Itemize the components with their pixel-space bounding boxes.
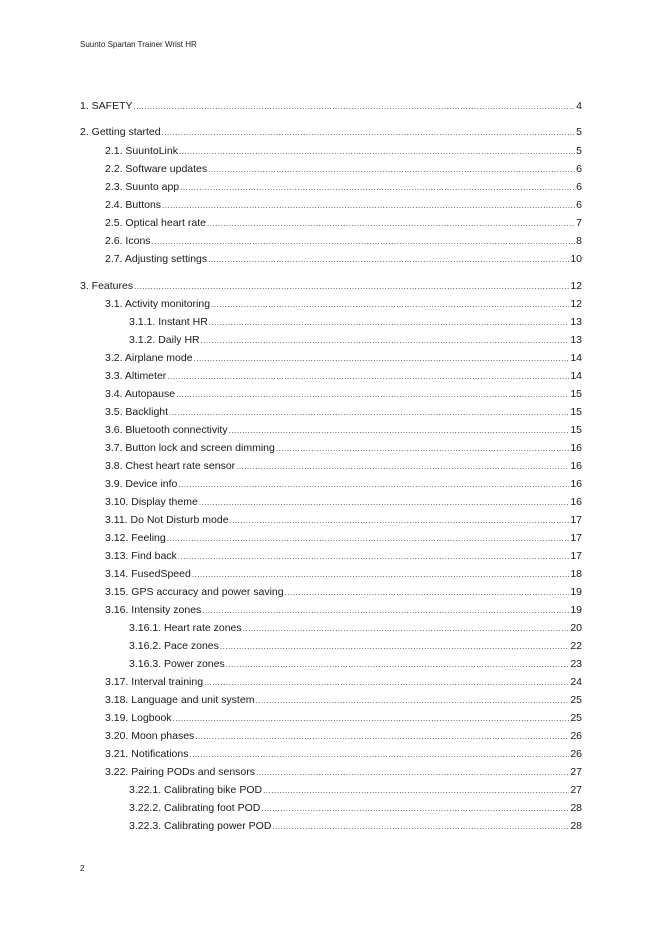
dot-leader: [134, 100, 576, 114]
toc-entry[interactable]: [80, 495, 582, 510]
dot-leader: [209, 316, 570, 330]
toc-entry-title: 3.18. Language and unit system: [105, 694, 255, 706]
toc-entry[interactable]: [80, 333, 582, 348]
toc-entry-title: 3.6. Bluetooth connectivity: [105, 424, 228, 436]
dot-leader: [236, 460, 569, 474]
dot-leader: [178, 478, 569, 492]
toc-entry-page: 12: [570, 298, 582, 310]
toc-entry-title: 3.19. Logbook: [105, 712, 172, 724]
toc-entry-title: 2.1. SuuntoLink: [105, 145, 178, 157]
toc-entry-title: 3.17. Interval training: [105, 676, 204, 688]
toc-entry-title: 2.6. Icons: [105, 235, 151, 247]
toc-entry-title: 2. Getting started: [80, 126, 161, 138]
dot-leader: [211, 298, 569, 312]
dot-leader: [162, 126, 576, 140]
toc-entry-title: 3.3. Altimeter: [105, 370, 167, 382]
toc-entry[interactable]: [80, 585, 582, 600]
toc-entry-page: 4: [576, 100, 582, 112]
toc-entry-title: 2.5. Optical heart rate: [105, 217, 206, 229]
toc-entry-page: 26: [570, 730, 582, 742]
toc-entry-title: 3.11. Do Not Disturb mode: [105, 514, 229, 526]
toc-entry[interactable]: [80, 657, 582, 672]
toc-entry[interactable]: [80, 765, 582, 780]
toc-entry-title: 3.21. Notifications: [105, 748, 189, 760]
toc-entry-title: 3.22.2. Calibrating foot POD: [129, 802, 261, 814]
toc-entry-page: 16: [570, 442, 582, 454]
toc-entry-page: 13: [570, 334, 582, 346]
toc-entry[interactable]: [80, 216, 582, 231]
toc-entry-title: 3.9. Device info: [105, 478, 178, 490]
toc-entry-page: 24: [570, 676, 582, 688]
dot-leader: [207, 217, 575, 231]
toc-entry[interactable]: [80, 162, 582, 177]
toc-entry-page: 10: [570, 253, 582, 265]
toc-entry-page: 25: [570, 712, 582, 724]
dot-leader: [167, 532, 570, 546]
toc-entry-title: 3. Features: [80, 280, 134, 292]
toc-entry-page: 15: [570, 388, 582, 400]
toc-entry-page: 16: [570, 496, 582, 508]
toc-entry-page: 17: [570, 532, 582, 544]
toc-entry-title: 3.10. Display theme: [105, 496, 198, 508]
toc-entry-title: 2.3. Suunto app: [105, 181, 180, 193]
toc-entry-page: 6: [576, 199, 582, 211]
toc-entry[interactable]: [80, 369, 582, 384]
toc-entry[interactable]: [80, 252, 582, 267]
dot-leader: [256, 766, 569, 780]
toc-entry-title: 3.22.3. Calibrating power POD: [129, 820, 272, 832]
toc-entry-page: 7: [576, 217, 582, 229]
toc-entry[interactable]: [80, 477, 582, 492]
toc-entry[interactable]: [80, 783, 582, 798]
toc-entry[interactable]: [80, 198, 582, 213]
toc-entry-page: 16: [570, 478, 582, 490]
toc-entry-page: 26: [570, 748, 582, 760]
toc-entry-title: 3.7. Button lock and screen dimming: [105, 442, 275, 454]
dot-leader: [169, 406, 569, 420]
toc-entry-title: 3.1.2. Daily HR: [129, 334, 200, 346]
toc-entry[interactable]: [80, 675, 582, 690]
dot-leader: [134, 280, 569, 294]
toc-entry[interactable]: [80, 459, 582, 474]
dot-leader: [192, 568, 569, 582]
toc-entry[interactable]: [80, 801, 582, 816]
toc-entry-title: 3.12. Feeling: [105, 532, 166, 544]
dot-leader: [189, 748, 569, 762]
toc-entry[interactable]: [80, 315, 582, 330]
toc-entry-page: 5: [576, 145, 582, 157]
toc-entry-page: 17: [570, 514, 582, 526]
toc-entry[interactable]: [80, 567, 582, 582]
toc-entry[interactable]: [80, 297, 582, 312]
toc-entry-title: 3.16.3. Power zones: [129, 658, 225, 670]
toc-entry-page: 8: [576, 235, 582, 247]
dot-leader: [195, 730, 569, 744]
dot-leader: [255, 694, 569, 708]
toc-entry[interactable]: [80, 180, 582, 195]
dot-leader: [178, 550, 570, 564]
toc-entry[interactable]: [80, 711, 582, 726]
toc-entry-page: 15: [570, 424, 582, 436]
toc-entry-title: 3.16. Intensity zones: [105, 604, 202, 616]
toc-entry-title: 3.16.1. Heart rate zones: [129, 622, 242, 634]
toc-entry-page: 20: [570, 622, 582, 634]
dot-leader: [243, 622, 570, 636]
toc-entry-title: 3.22.1. Calibrating bike POD: [129, 784, 263, 796]
page-number: 2: [80, 864, 85, 873]
dot-leader: [208, 253, 569, 267]
dot-leader: [194, 352, 570, 366]
toc-entry[interactable]: [80, 603, 582, 618]
toc-entry-title: 2.7. Adjusting settings: [105, 253, 208, 265]
dot-leader: [272, 820, 569, 834]
toc-entry-title: 3.13. Find back: [105, 550, 177, 562]
dot-leader: [202, 604, 569, 618]
toc-entry-page: 12: [570, 280, 582, 292]
toc-entry-page: 23: [570, 658, 582, 670]
toc-entry[interactable]: [80, 99, 582, 114]
dot-leader: [220, 640, 569, 654]
dot-leader: [162, 199, 575, 213]
dot-leader: [285, 586, 570, 600]
toc-entry-title: 3.5. Backlight: [105, 406, 169, 418]
toc-entry-title: 3.22. Pairing PODs and sensors: [105, 766, 255, 778]
toc-entry-title: 3.1.1. Instant HR: [129, 316, 208, 328]
toc-entry[interactable]: [80, 819, 582, 834]
toc-entry-title: 2.2. Software updates: [105, 163, 208, 175]
toc-entry-page: 6: [576, 163, 582, 175]
dot-leader: [229, 424, 570, 438]
toc-entry[interactable]: [80, 639, 582, 654]
toc-entry[interactable]: [80, 125, 582, 140]
toc-entry-title: 3.14. FusedSpeed: [105, 568, 191, 580]
toc-entry[interactable]: [80, 513, 582, 528]
toc-entry-page: 13: [570, 316, 582, 328]
toc-entry[interactable]: [80, 621, 582, 636]
toc-entry[interactable]: [80, 279, 582, 294]
toc-entry-page: 14: [570, 370, 582, 382]
toc-entry[interactable]: [80, 693, 582, 708]
dot-leader: [176, 388, 569, 402]
toc-entry-page: 18: [570, 568, 582, 580]
dot-leader: [201, 334, 570, 348]
dot-leader: [167, 370, 569, 384]
toc-entry-page: 19: [570, 604, 582, 616]
dot-leader: [263, 784, 569, 798]
toc-entry[interactable]: [80, 405, 582, 420]
toc-entry-title: 3.20. Moon phases: [105, 730, 195, 742]
dot-leader: [276, 442, 569, 456]
toc-entry-title: 2.4. Buttons: [105, 199, 162, 211]
dot-leader: [208, 163, 575, 177]
toc-entry-title: 3.16.2. Pace zones: [129, 640, 219, 652]
toc-entry-title: 3.2. Airplane mode: [105, 352, 193, 364]
toc-entry-page: 27: [570, 784, 582, 796]
dot-leader: [180, 181, 575, 195]
toc-entry[interactable]: [80, 234, 582, 249]
dot-leader: [173, 712, 570, 726]
dot-leader: [204, 676, 569, 690]
toc-entry-title: 3.8. Chest heart rate sensor: [105, 460, 236, 472]
toc-entry-page: 22: [570, 640, 582, 652]
toc-entry-page: 16: [570, 460, 582, 472]
toc-entry[interactable]: [80, 729, 582, 744]
toc-entry-page: 28: [570, 802, 582, 814]
dot-leader: [261, 802, 569, 816]
toc-entry-page: 5: [576, 126, 582, 138]
toc-entry[interactable]: [80, 531, 582, 546]
toc-entry-title: 1. SAFETY: [80, 100, 133, 112]
toc-entry[interactable]: [80, 351, 582, 366]
dot-leader: [226, 658, 570, 672]
dot-leader: [199, 496, 570, 510]
toc-entry-page: 19: [570, 586, 582, 598]
toc-entry[interactable]: [80, 441, 582, 456]
toc-entry-page: 17: [570, 550, 582, 562]
toc-entry-page: 15: [570, 406, 582, 418]
toc-entry-title: 3.4. Autopause: [105, 388, 176, 400]
toc-entry[interactable]: [80, 144, 582, 159]
toc-entry[interactable]: [80, 387, 582, 402]
toc-entry-page: 6: [576, 181, 582, 193]
toc-entry-page: 27: [570, 766, 582, 778]
toc-entry-title: 3.1. Activity monitoring: [105, 298, 211, 310]
toc-entry[interactable]: [80, 423, 582, 438]
dot-leader: [179, 145, 575, 159]
toc-entry-title: 3.15. GPS accuracy and power saving: [105, 586, 284, 598]
toc-entry-page: 14: [570, 352, 582, 364]
toc-entry[interactable]: [80, 747, 582, 762]
running-header: Suunto Spartan Trainer Wrist HR: [80, 40, 197, 49]
toc-entry[interactable]: [80, 549, 582, 564]
toc-entry-page: 25: [570, 694, 582, 706]
dot-leader: [230, 514, 570, 528]
toc-entry-page: 28: [570, 820, 582, 832]
dot-leader: [152, 235, 576, 249]
